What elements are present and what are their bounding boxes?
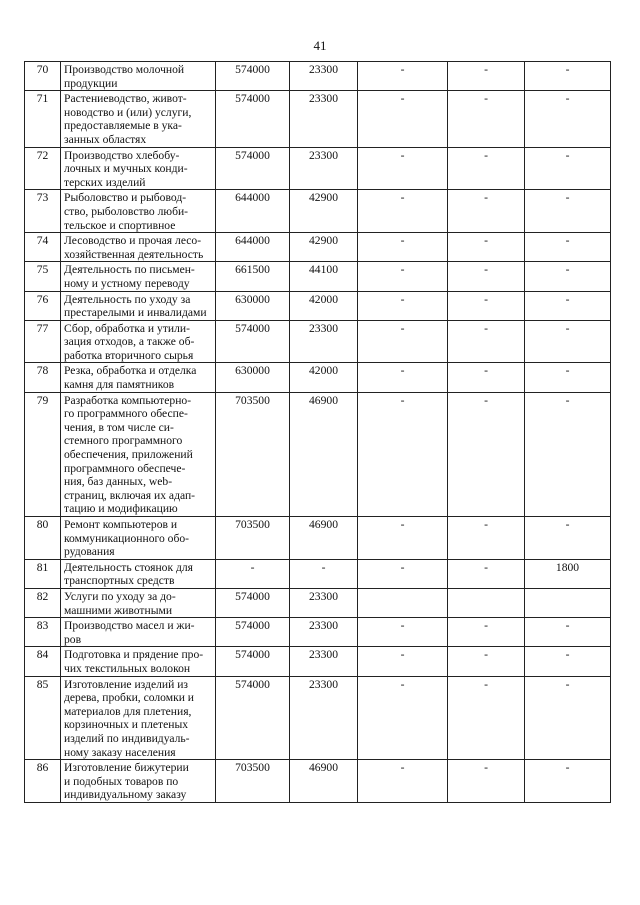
table-row bbox=[25, 392, 611, 516]
value-cell-5: 1800 bbox=[525, 559, 611, 588]
row-number-cell: 83 bbox=[25, 618, 61, 647]
value-cell-2: 23300 bbox=[290, 647, 358, 676]
value-cell-2: 42000 bbox=[290, 363, 358, 392]
activity-name-cell: Производство масел и жи- ров bbox=[61, 618, 216, 647]
value-cell-2: 23300 bbox=[290, 676, 358, 760]
value-cell-2: 46900 bbox=[290, 392, 358, 516]
activity-name-cell: Деятельность по письмен- ному и устному переводу bbox=[61, 262, 216, 291]
table-row bbox=[25, 190, 611, 233]
row-number-cell: 80 bbox=[25, 517, 61, 560]
value-cell-3: - bbox=[358, 147, 448, 190]
value-cell-1: 630000 bbox=[216, 291, 290, 320]
value-cell-5: - bbox=[525, 618, 611, 647]
value-cell-2: 42900 bbox=[290, 233, 358, 262]
value-cell-3: - bbox=[358, 233, 448, 262]
value-cell-1: 574000 bbox=[216, 147, 290, 190]
value-cell-4: - bbox=[448, 62, 525, 91]
table-row bbox=[25, 91, 611, 147]
value-cell-3 bbox=[358, 588, 448, 617]
value-cell-3: - bbox=[358, 676, 448, 760]
value-cell-2: 23300 bbox=[290, 588, 358, 617]
value-cell-4: - bbox=[448, 262, 525, 291]
activity-name-cell: Резка, обработка и отделка камня для памятников bbox=[61, 363, 216, 392]
row-number-cell: 79 bbox=[25, 392, 61, 516]
row-number-cell: 86 bbox=[25, 760, 61, 803]
value-cell-5: - bbox=[525, 291, 611, 320]
value-cell-1: 574000 bbox=[216, 91, 290, 147]
value-cell-5: - bbox=[525, 517, 611, 560]
value-cell-1: 574000 bbox=[216, 676, 290, 760]
value-cell-4: - bbox=[448, 233, 525, 262]
row-number-cell: 71 bbox=[25, 91, 61, 147]
value-cell-5: - bbox=[525, 62, 611, 91]
row-number-cell: 84 bbox=[25, 647, 61, 676]
value-cell-3: - bbox=[358, 517, 448, 560]
table-row bbox=[25, 676, 611, 760]
activity-name-cell: Ремонт компьютеров и коммуникационного обо- рудования bbox=[61, 517, 216, 560]
activity-name-cell: Растениеводство, живот- новодство и (или) услуги, предоставляемые в ука- занных областях bbox=[61, 91, 216, 147]
tariff-table bbox=[24, 61, 611, 803]
activity-name-cell: Деятельность стоянок для транспортных средств bbox=[61, 559, 216, 588]
table-row bbox=[25, 618, 611, 647]
activity-name-cell: Производство хлебобу- лочных и мучных конди- терских изделий bbox=[61, 147, 216, 190]
value-cell-2: 23300 bbox=[290, 62, 358, 91]
value-cell-2: 42900 bbox=[290, 190, 358, 233]
row-number-cell: 75 bbox=[25, 262, 61, 291]
table-row bbox=[25, 147, 611, 190]
row-number-cell: 77 bbox=[25, 320, 61, 363]
table-row bbox=[25, 647, 611, 676]
row-number-cell: 72 bbox=[25, 147, 61, 190]
value-cell-5: - bbox=[525, 233, 611, 262]
value-cell-1: 574000 bbox=[216, 62, 290, 91]
page-number: 41 bbox=[313, 38, 327, 53]
value-cell-4: - bbox=[448, 760, 525, 803]
activity-name-cell: Деятельность по уходу за престарелыми и инвалидами bbox=[61, 291, 216, 320]
value-cell-4: - bbox=[448, 517, 525, 560]
value-cell-4: - bbox=[448, 647, 525, 676]
value-cell-1: 574000 bbox=[216, 320, 290, 363]
value-cell-5: - bbox=[525, 91, 611, 147]
value-cell-3: - bbox=[358, 363, 448, 392]
value-cell-1: 644000 bbox=[216, 190, 290, 233]
row-number-cell: 81 bbox=[25, 559, 61, 588]
activity-name-cell: Лесоводство и прочая лесо- хозяйственная деятельность bbox=[61, 233, 216, 262]
value-cell-4: - bbox=[448, 91, 525, 147]
value-cell-3: - bbox=[358, 262, 448, 291]
value-cell-2: 46900 bbox=[290, 517, 358, 560]
value-cell-1: - bbox=[216, 559, 290, 588]
table-row bbox=[25, 363, 611, 392]
value-cell-4: - bbox=[448, 676, 525, 760]
row-number-cell: 85 bbox=[25, 676, 61, 760]
value-cell-4: - bbox=[448, 618, 525, 647]
value-cell-5: - bbox=[525, 392, 611, 516]
table-row bbox=[25, 588, 611, 617]
value-cell-2: 42000 bbox=[290, 291, 358, 320]
row-number-cell: 70 bbox=[25, 62, 61, 91]
value-cell-2: 23300 bbox=[290, 147, 358, 190]
value-cell-5: - bbox=[525, 647, 611, 676]
value-cell-3: - bbox=[358, 320, 448, 363]
value-cell-2: 23300 bbox=[290, 618, 358, 647]
value-cell-2: 23300 bbox=[290, 91, 358, 147]
value-cell-1: 630000 bbox=[216, 363, 290, 392]
value-cell-3: - bbox=[358, 62, 448, 91]
value-cell-1: 574000 bbox=[216, 647, 290, 676]
value-cell-1: 703500 bbox=[216, 517, 290, 560]
table-row bbox=[25, 291, 611, 320]
value-cell-4: - bbox=[448, 291, 525, 320]
activity-name-cell: Разработка компьютерно- го программного обеспе- чения, в том числе си- стемного программного обеспечения, приложений программного обеспече- ния, баз данных, web- страниц, включая их адап- тацию и модификацию bbox=[61, 392, 216, 516]
value-cell-2: - bbox=[290, 559, 358, 588]
row-number-cell: 82 bbox=[25, 588, 61, 617]
value-cell-3: - bbox=[358, 618, 448, 647]
activity-name-cell: Изготовление бижутерии и подобных товаров по индивидуальному заказу bbox=[61, 760, 216, 803]
table-row bbox=[25, 320, 611, 363]
value-cell-5 bbox=[525, 588, 611, 617]
table-row bbox=[25, 760, 611, 803]
activity-name-cell: Рыболовство и рыбовод- ство, рыболовство люби- тельское и спортивное bbox=[61, 190, 216, 233]
value-cell-3: - bbox=[358, 190, 448, 233]
table-body bbox=[25, 62, 611, 803]
row-number-cell: 74 bbox=[25, 233, 61, 262]
row-number-cell: 78 bbox=[25, 363, 61, 392]
value-cell-5: - bbox=[525, 676, 611, 760]
activity-name-cell: Подготовка и прядение про- чих текстильных волокон bbox=[61, 647, 216, 676]
activity-name-cell: Услуги по уходу за до- машними животными bbox=[61, 588, 216, 617]
value-cell-4: - bbox=[448, 363, 525, 392]
value-cell-4: - bbox=[448, 320, 525, 363]
value-cell-5: - bbox=[525, 262, 611, 291]
value-cell-4: - bbox=[448, 147, 525, 190]
value-cell-3: - bbox=[358, 760, 448, 803]
value-cell-5: - bbox=[525, 320, 611, 363]
table-row bbox=[25, 517, 611, 560]
value-cell-1: 661500 bbox=[216, 262, 290, 291]
table-row bbox=[25, 233, 611, 262]
value-cell-3: - bbox=[358, 559, 448, 588]
value-cell-4: - bbox=[448, 190, 525, 233]
activity-name-cell: Изготовление изделий из дерева, пробки, соломки и материалов для плетения, корзиночных и плетеных изделий по индивидуаль- ному заказу населения bbox=[61, 676, 216, 760]
value-cell-3: - bbox=[358, 647, 448, 676]
table-row bbox=[25, 559, 611, 588]
value-cell-1: 574000 bbox=[216, 618, 290, 647]
row-number-cell: 76 bbox=[25, 291, 61, 320]
value-cell-1: 574000 bbox=[216, 588, 290, 617]
value-cell-4: - bbox=[448, 559, 525, 588]
activity-name-cell: Сбор, обработка и утили- зация отходов, а также об- работка вторичного сырья bbox=[61, 320, 216, 363]
value-cell-4: - bbox=[448, 392, 525, 516]
value-cell-3: - bbox=[358, 392, 448, 516]
activity-name-cell: Производство молочной продукции bbox=[61, 62, 216, 91]
value-cell-3: - bbox=[358, 291, 448, 320]
value-cell-1: 644000 bbox=[216, 233, 290, 262]
value-cell-4 bbox=[448, 588, 525, 617]
value-cell-2: 44100 bbox=[290, 262, 358, 291]
table-row bbox=[25, 262, 611, 291]
value-cell-5: - bbox=[525, 147, 611, 190]
value-cell-1: 703500 bbox=[216, 392, 290, 516]
table-row bbox=[25, 62, 611, 91]
value-cell-3: - bbox=[358, 91, 448, 147]
value-cell-5: - bbox=[525, 190, 611, 233]
value-cell-5: - bbox=[525, 363, 611, 392]
value-cell-2: 46900 bbox=[290, 760, 358, 803]
value-cell-5: - bbox=[525, 760, 611, 803]
row-number-cell: 73 bbox=[25, 190, 61, 233]
value-cell-2: 23300 bbox=[290, 320, 358, 363]
value-cell-1: 703500 bbox=[216, 760, 290, 803]
